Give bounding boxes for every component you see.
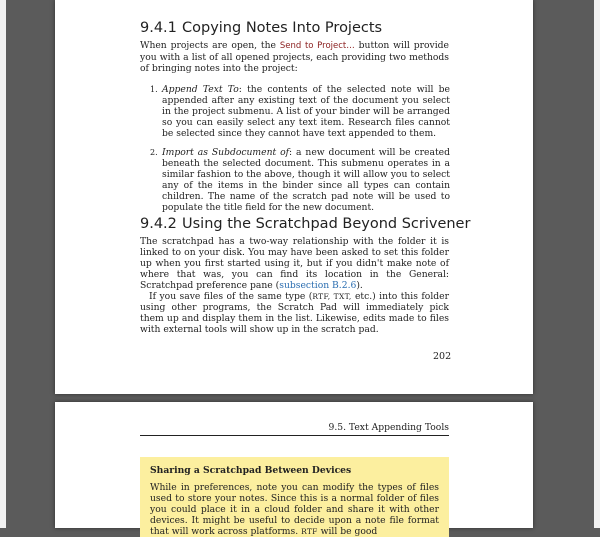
document-page-202 bbox=[55, 0, 533, 394]
header-rule bbox=[140, 435, 449, 436]
section-intro-paragraph: When projects are open, the Send to Project… button will provide you with a list of all opened projects, each providing two methods of bringing notes into the project: bbox=[140, 40, 449, 74]
section-number: 9.4.1 bbox=[140, 20, 177, 36]
list-item bbox=[150, 147, 450, 213]
list-item bbox=[150, 84, 450, 139]
list-term: Import as Subdocument of bbox=[162, 147, 290, 158]
subsection-link[interactable]: subsection B.2.6 bbox=[279, 280, 357, 291]
running-head: 9.5. Text Appending Tools bbox=[328, 422, 449, 433]
list-text: : the contents of the selected note will be appended after any existing text of the document you select in the project submenu. A list of your binder will be arranged so you can easily select any text item. Research files cannot be selected since they cannot have text appended to them. bbox=[162, 84, 450, 139]
page-number: 202 bbox=[433, 351, 452, 362]
list-text: : a new document will be created beneath the selected document. This submenu operates in a similar fashion to the above, though it will allow you to select any of the items in the binder since all types can contain children. The name of the scratch pad note will be used to populate the title field for the new document. bbox=[162, 147, 450, 213]
page-header-fragment bbox=[195, 0, 515, 3]
section-heading-9-4-1 bbox=[140, 20, 382, 36]
callout-text: While in preferences, note you can modify the types of files used to store your notes. Since this is a normal folder of files you could place it in a cloud folder and share it with other devices. It might be useful to decide upon a note file format that will work across platforms. RTF will be good bbox=[150, 482, 439, 537]
file-types-smallcaps: RTF, TXT, bbox=[312, 292, 352, 301]
methods-list bbox=[150, 84, 450, 221]
window-edge-left bbox=[0, 0, 6, 528]
paragraph: If you save files of the same type (RTF, TXT, etc.) into this folder using other programs, the Scratch Pad will immediately pick them up and display them in the list. Likewise, edits made to files with external tools will show up in the scratch pad. bbox=[140, 291, 449, 335]
scratchpad-paragraphs bbox=[140, 236, 449, 335]
list-marker: 2. bbox=[150, 148, 158, 157]
section-title: Using the Scratchpad Beyond Scrivener bbox=[182, 216, 471, 232]
window-edge-right bbox=[594, 0, 600, 528]
callout-box bbox=[140, 457, 449, 537]
paragraph: The scratchpad has a two-way relationship with the folder it is linked to on your disk. You may have been asked to set this folder up when you first started using it, but if you didn't make note of where that was, you can find its location in the General: Scratchpad preference pane (subsection B.2.6). bbox=[140, 236, 449, 291]
section-number: 9.4.2 bbox=[140, 216, 177, 232]
section-heading-9-4-2 bbox=[140, 216, 470, 232]
callout-title: Sharing a Scratchpad Between Devices bbox=[150, 465, 352, 476]
rtf-smallcaps: RTF bbox=[301, 527, 318, 536]
document-page-next bbox=[55, 402, 533, 537]
list-marker: 1. bbox=[150, 85, 158, 94]
send-to-project-menu-ref: Send to Project… bbox=[279, 41, 355, 51]
section-title: Copying Notes Into Projects bbox=[182, 20, 383, 36]
list-term: Append Text To bbox=[162, 84, 239, 95]
